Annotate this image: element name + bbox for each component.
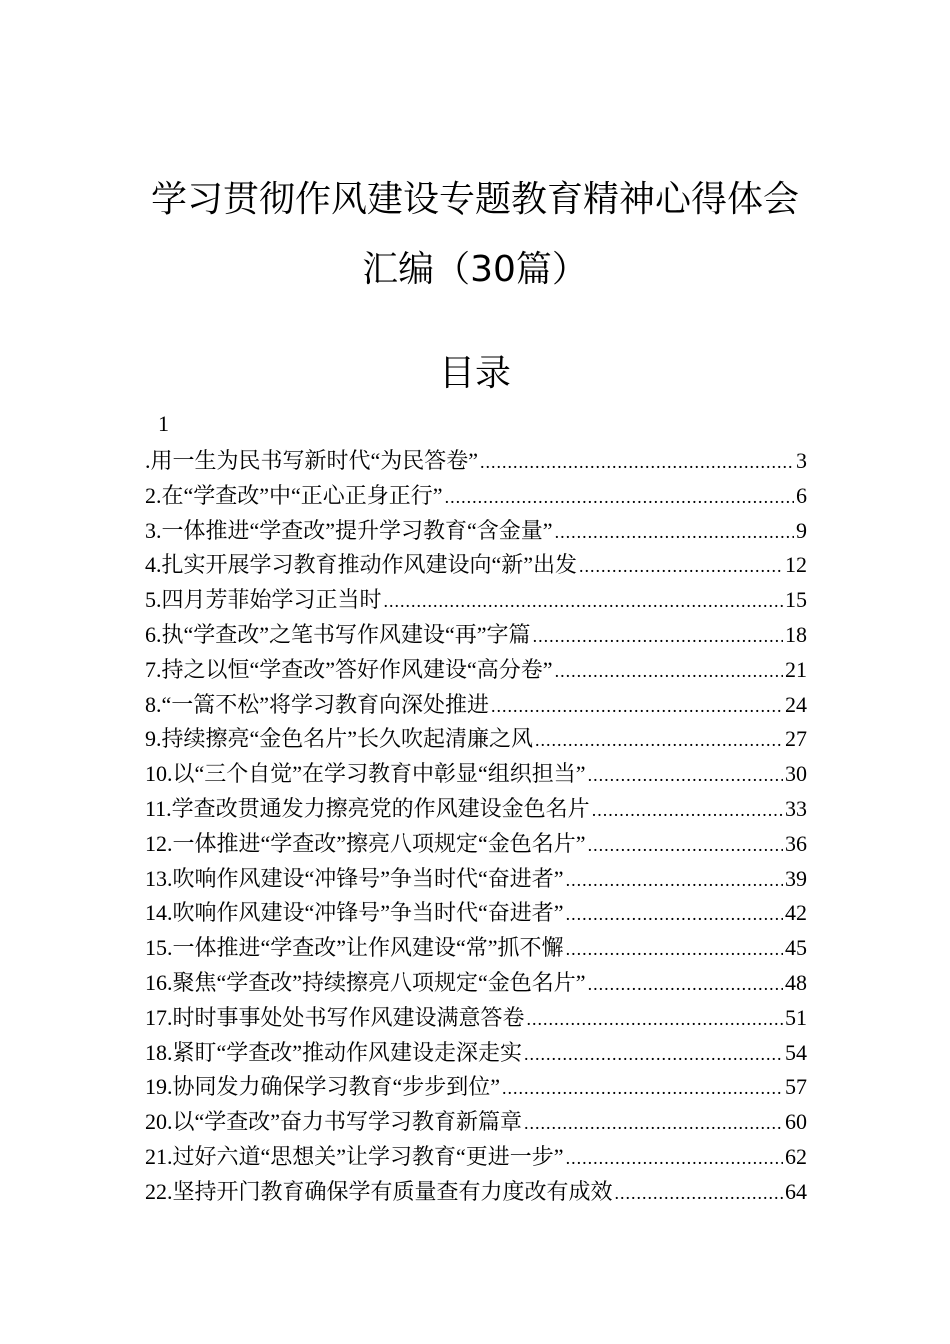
toc-entry-page-number: 9 (796, 517, 807, 543)
toc-entry-page-number: 51 (785, 1004, 807, 1030)
toc-entry-title: 17.时时事事处处书写作风建设满意答卷 (145, 1004, 525, 1030)
toc-entry-title: 5.四月芳菲始学习正当时 (145, 587, 382, 613)
toc-entry-title: 12.一体推进“学查改”擦亮八项规定“金色名片” (145, 830, 586, 856)
toc-entry-page-number: 6 (796, 482, 807, 508)
toc-entry-page-number: 3 (796, 448, 807, 473)
toc-entry-page-number: 15 (785, 587, 807, 613)
toc-entry-title: 4.扎实开展学习教育推动作风建设向“新”出发 (145, 552, 578, 578)
toc-entry-title: 21.过好六道“思想关”让学习教育“更进一步” (145, 1143, 564, 1169)
toc-dot-leader (615, 1178, 783, 1208)
toc-entry-page-number: 36 (785, 830, 807, 856)
toc-entry[interactable] (145, 759, 807, 794)
toc-entry-title: 18.紧盯“学查改”推动作风建设走深走实 (145, 1039, 523, 1065)
toc-entry-page-number: 48 (785, 969, 807, 995)
toc-entry[interactable] (145, 864, 807, 899)
toc-entry[interactable] (145, 898, 807, 933)
toc-entry-title: 15.一体推进“学查改”让作风建设“常”抓不懈 (145, 935, 564, 961)
toc-entry-title: 22.坚持开门教育确保学有质量查有力度改有成效 (145, 1178, 613, 1204)
toc-entry[interactable] (145, 446, 807, 481)
toc-entry-title: .用一生为民书写新时代“为民答卷” (145, 448, 479, 473)
toc-entry-page-number: 42 (785, 900, 807, 926)
toc-heading: 目录 (438, 353, 511, 394)
toc-entry-page-number: 24 (785, 691, 807, 717)
toc-dot-leader (480, 447, 794, 477)
toc-dot-leader (555, 656, 783, 686)
toc-entry-page-number: 30 (785, 761, 807, 787)
toc-entry[interactable] (145, 690, 807, 725)
toc-entry-page-number: 12 (785, 552, 807, 578)
toc-entry[interactable] (145, 1142, 807, 1177)
toc-entry-page-number: 60 (785, 1109, 807, 1135)
document-title-line-1: 学习贯彻作风建设专题教育精神心得体会 (150, 179, 799, 220)
toc-dot-leader (502, 1073, 783, 1103)
toc-entry-title: 16.聚焦“学查改”持续擦亮八项规定“金色名片” (145, 969, 586, 995)
toc-dot-leader (588, 760, 783, 790)
toc-entry-title: 20.以“学查改”奋力书写学习教育新篇章 (145, 1109, 523, 1135)
toc-entry[interactable] (145, 655, 807, 690)
toc-dot-leader (588, 830, 783, 860)
toc-entry[interactable] (145, 1003, 807, 1038)
toc-entry-page-number: 64 (785, 1178, 807, 1204)
toc-entry[interactable] (145, 1038, 807, 1073)
toc-dot-leader (384, 586, 783, 616)
document-title-line-2: 汇编（30篇） (362, 249, 588, 290)
toc-entry[interactable] (145, 620, 807, 655)
toc-entry-page-number: 21 (785, 656, 807, 682)
toc-entry-title: 9.持续擦亮“金色名片”长久吹起清廉之风 (145, 726, 534, 752)
toc-entry-page-number: 27 (785, 726, 807, 752)
toc-entry[interactable] (145, 585, 807, 620)
toc-entry[interactable] (145, 550, 807, 585)
toc-dot-leader (527, 1004, 783, 1034)
toc-entry[interactable] (145, 829, 807, 864)
toc-dot-leader (588, 969, 783, 999)
toc-entry[interactable] (145, 1072, 807, 1107)
toc-entry-page-number: 18 (785, 621, 807, 647)
toc-entry-page-number: 57 (785, 1074, 807, 1100)
toc-entry-title: 7.持之以恒“学查改”答好作风建设“高分卷” (145, 656, 553, 682)
toc-entry-title: 14.吹响作风建设“冲锋号”争当时代“奋进者” (145, 900, 564, 926)
toc-entry[interactable] (145, 1177, 807, 1212)
toc-dot-leader (555, 517, 794, 547)
toc-dot-leader (566, 899, 783, 929)
toc-entry-title: 10.以“三个自觉”在学习教育中彰显“组织担当” (145, 761, 586, 787)
toc-entry-title: 3.一体推进“学查改”提升学习教育“含金量” (145, 517, 553, 543)
toc-dot-leader (592, 795, 783, 825)
toc-dot-leader (491, 691, 783, 721)
toc-entry[interactable] (145, 968, 807, 1003)
toc-dot-leader (566, 865, 783, 895)
toc-entry-title: 8.“一篙不松”将学习教育向深处推进 (145, 691, 490, 717)
toc-dot-leader (566, 1143, 783, 1173)
toc-entry-page-number: 33 (785, 795, 807, 821)
toc-entry[interactable] (145, 794, 807, 829)
stray-page-number: 1 (158, 411, 169, 436)
toc-dot-leader (535, 725, 783, 755)
toc-entry[interactable] (145, 724, 807, 759)
toc-entry[interactable] (145, 516, 807, 551)
toc-entry-page-number: 39 (785, 865, 807, 891)
toc-entry-page-number: 54 (785, 1039, 807, 1065)
toc-dot-leader (533, 621, 783, 651)
toc-entry[interactable] (145, 481, 807, 516)
toc-entry-title: 11.学查改贯通发力擦亮党的作风建设金色名片 (145, 795, 590, 821)
toc-entry-title: 6.执“学查改”之笔书写作风建设“再”字篇 (145, 621, 531, 647)
toc-dot-leader (524, 1108, 783, 1138)
toc-dot-leader (524, 1039, 783, 1069)
toc-entry-title: 13.吹响作风建设“冲锋号”争当时代“奋进者” (145, 865, 564, 891)
toc-dot-leader (579, 551, 783, 581)
toc-entry-title: 19.协同发力确保学习教育“步步到位” (145, 1074, 501, 1100)
toc-entry-page-number: 62 (785, 1143, 807, 1169)
toc-entry-title: 2.在“学查改”中“正心正身正行” (145, 482, 443, 508)
toc-dot-leader (445, 482, 794, 512)
toc-entry-page-number: 45 (785, 935, 807, 961)
toc-entry[interactable] (145, 1107, 807, 1142)
toc-dot-leader (566, 934, 783, 964)
table-of-contents (145, 446, 807, 1212)
toc-entry[interactable] (145, 933, 807, 968)
